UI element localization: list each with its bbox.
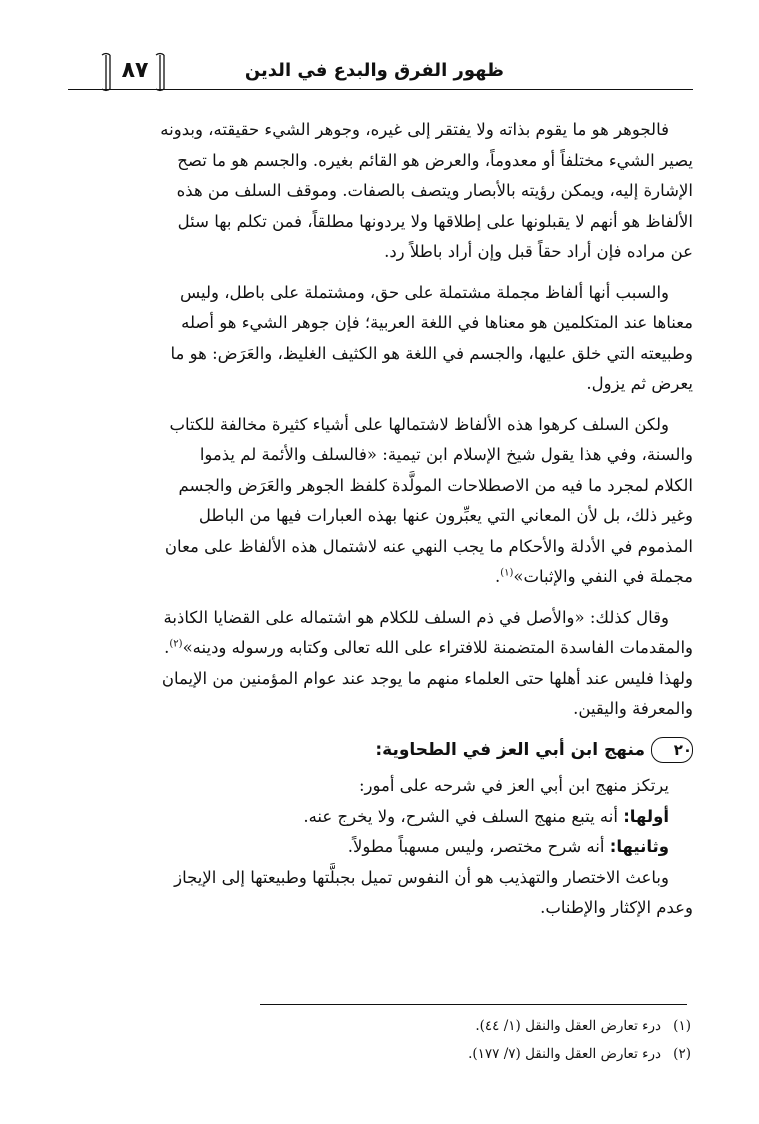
text-line: يعرض ثم يزول. xyxy=(586,374,693,393)
text-fragment: . xyxy=(164,638,170,657)
text-line: وغير ذلك، بل لأن المعاني التي يعبِّرون عنها بهذه العبارات فيها من الباطل xyxy=(198,506,693,525)
text-line: معناها عند المتكلمين هو معناها في اللغة العربية؛ فإن جوهر الشيء هو أصله xyxy=(181,313,693,332)
body-text xyxy=(72,115,693,924)
section-title: منهج ابن أبي العز في الطحاوية: xyxy=(375,739,645,760)
page-number: ٨٧ xyxy=(121,58,149,83)
text-line: وقال كذلك: «والأصل في ذم السلف للكلام هو اشتماله على القضايا الكاذبة xyxy=(163,607,669,627)
list-item-text: أنه يتبع منهج السلف في الشرح، ولا يخرج عنه. xyxy=(303,806,624,826)
text-line: وعدم الإكثار والإطناب. xyxy=(540,898,693,917)
paragraph-5 xyxy=(72,664,693,725)
text-line: الإشارة إليه، ويمكن رؤيته بالأبصار ويتصف بالصفات. وموقف السلف من هذه xyxy=(176,181,693,200)
text-line: وباعث الاختصار والتهذيب هو أن النفوس تميل بجبلَّتها وطبيعتها إلى الإيجاز xyxy=(174,867,669,887)
paragraph-6 xyxy=(72,863,693,924)
text-fragment: مجملة في النفي والإثبات» xyxy=(513,567,693,586)
footnote-text: درء تعارض العقل والنقل (٧/ ١٧٧). xyxy=(468,1046,661,1062)
text-line: فالجوهر هو ما يقوم بذاته ولا يفتقر إلى غيره، وجوهر الشيء حقيقته، وبدونه xyxy=(160,120,669,139)
list-item xyxy=(72,832,693,863)
footnote-ref[interactable]: (١) xyxy=(500,567,514,579)
running-title: ظهور الفرق والبدع في الدين xyxy=(244,60,504,81)
text-line: الألفاظ هو أنهم لا يقبلونها على إطلاقها ولا يردونها مطلقاً، فمن تكلم بها سئل xyxy=(177,211,693,231)
text-line: يصير الشيء مختلفاً أو معدوماً، والعرض هو القائم بغيره. والجسم هو ما تصح xyxy=(177,150,693,170)
text-line: والمعرفة واليقين. xyxy=(573,699,693,718)
footnote-ref[interactable]: (٢) xyxy=(169,638,183,650)
list-item-text: أنه شرح مختصر، وليس مسهباً مطولاً. xyxy=(347,837,610,856)
footnote-mark: (٢) xyxy=(673,1046,691,1062)
text-line: والسنة، وفي هذا يقول شيخ الإسلام ابن تيمية: «فالسلف والأئمة لم يذموا xyxy=(199,445,693,464)
paragraph-2 xyxy=(72,278,693,400)
text-line: الكلام لمجرد ما فيه من الاصطلاحات المولَّدة كلفظ الجوهر والعَرَض والجسم xyxy=(178,475,693,495)
footnote-text: درء تعارض العقل والنقل (١/ ٤٤). xyxy=(475,1018,661,1034)
text-line xyxy=(72,633,693,664)
list-item-lead: وثانيها: xyxy=(609,837,669,856)
text-line: ولكن السلف كرهوا هذه الألفاظ لاشتمالها على أشياء كثيرة مخالفة للكتاب xyxy=(169,414,669,434)
list-item xyxy=(72,802,693,833)
section-intro: يرتكز منهج ابن أبي العز في شرحه على أمور: xyxy=(358,776,669,795)
paragraph-1 xyxy=(72,115,693,268)
text-line: ولهذا فليس عند أهلها حتى العلماء منهم ما يوجد عند عوام المؤمنين من الإيمان xyxy=(161,668,693,688)
section-number-badge: ٢٠ xyxy=(651,737,693,763)
paragraph-3 xyxy=(72,410,693,593)
footnote xyxy=(80,1040,691,1068)
text-line: عن مراده فإن أراد حقاً قبل وإن أراد باطلاً رد. xyxy=(384,242,693,261)
text-line xyxy=(72,562,693,593)
footnote-separator xyxy=(260,1004,687,1005)
text-line: المذموم في الأدلة والأحكام ما يجب النهي عنه لاشتمال هذه الألفاظ على معان xyxy=(164,536,693,556)
text-fragment: والمقدمات الفاسدة المتضمنة للافتراء على الله تعالى وكتابه ورسوله ودينه» xyxy=(182,638,693,657)
header-rule xyxy=(68,89,693,90)
paragraph-4 xyxy=(72,603,693,664)
footnote xyxy=(80,1012,691,1040)
list-item-lead: أولها: xyxy=(623,806,669,826)
section-heading xyxy=(72,735,693,766)
text-line: وطبيعته التي خلق عليها، والجسم في اللغة هو الكثيف الغليظ، والعَرَض: هو ما xyxy=(170,343,693,363)
text-fragment: . xyxy=(494,567,501,586)
text-line: والسبب أنها ألفاظ مجملة مشتملة على حق، ومشتملة على باطل، وليس xyxy=(179,282,669,302)
footnote-mark: (١) xyxy=(673,1018,691,1034)
footnotes xyxy=(80,1012,691,1068)
